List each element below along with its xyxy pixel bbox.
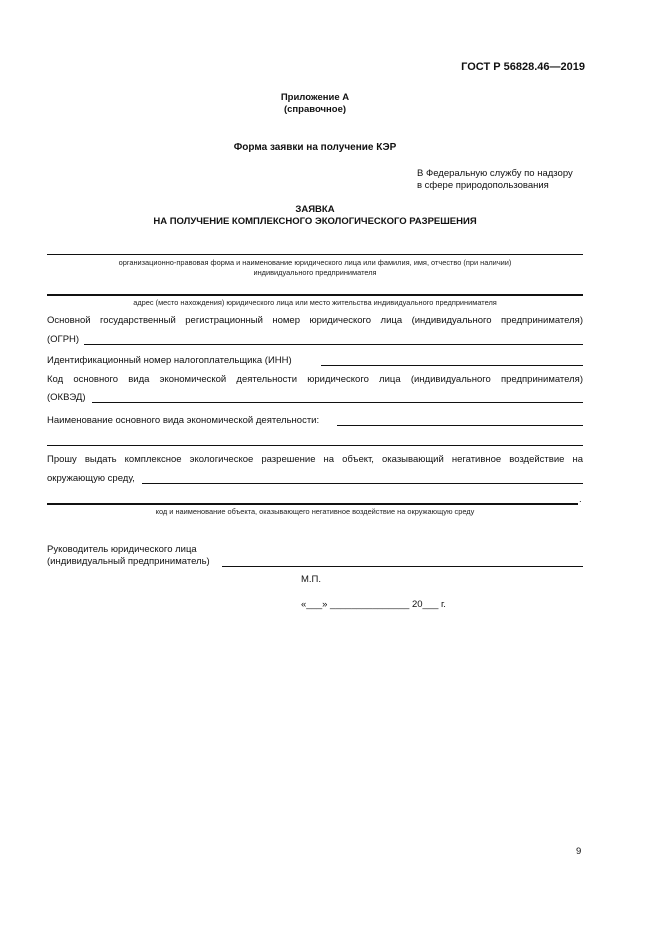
inn-field[interactable] (321, 365, 583, 366)
application-subtitle: НА ПОЛУЧЕНИЕ КОМПЛЕКСНОГО ЭКОЛОГИЧЕСКОГО РАЗРЕШЕНИЯ (153, 216, 477, 227)
address-line[interactable] (47, 294, 583, 296)
appendix-title: Приложение А (280, 92, 350, 103)
org-name-caption-2: индивидуального предпринимателя (253, 268, 377, 277)
ogrn-label: Основной государственный регистрационный номер юридического лица (индивидуального предпринимателя) (47, 315, 583, 326)
org-name-caption-1: организационно-правовая форма и наименование юридического лица или фамилия, имя, отчество (при наличии) (118, 258, 512, 267)
okved-label-2: (ОКВЭД) (47, 392, 86, 403)
okved-field[interactable] (92, 402, 583, 403)
activity-name-field-2[interactable] (47, 445, 583, 446)
appendix-subtitle: (справочное) (283, 104, 347, 115)
org-name-line[interactable] (47, 254, 583, 255)
ogrn-label-2: (ОГРН) (47, 334, 80, 345)
application-title: ЗАЯВКА (295, 204, 335, 215)
object-field-2[interactable] (47, 503, 578, 505)
activity-name-label: Наименование основного вида экономической деятельности: (47, 415, 320, 426)
activity-name-field[interactable] (337, 425, 583, 426)
ogrn-field[interactable] (84, 344, 583, 345)
inn-label: Идентификационный номер налогоплательщика (ИНН) (47, 355, 292, 366)
address-caption: адрес (место нахождения) юридического лица или место жительства индивидуального предпринимателя (133, 298, 497, 307)
object-field[interactable] (142, 483, 583, 484)
form-title: Форма заявки на получение КЭР (233, 142, 397, 153)
addressee-line-1: В Федеральную службу по надзору (417, 168, 573, 179)
request-text: Прошу выдать комплексное экологическое разрешение на объект, оказывающий негативное воздействие на (47, 454, 583, 465)
signature-field[interactable] (222, 566, 583, 567)
object-caption: код и наименование объекта, оказывающего негативное воздействие на окружающую среду (155, 507, 475, 516)
request-text-2: окружающую среду, (47, 473, 135, 484)
stamp-label: М.П. (301, 574, 322, 585)
head-label-2: (индивидуальный предприниматель) (47, 556, 210, 567)
page-number: 9 (576, 846, 582, 857)
standard-number: ГОСТ Р 56828.46—2019 (461, 61, 585, 73)
okved-label: Код основного вида экономической деятельности юридического лица (индивидуального предпринимателя) (47, 374, 583, 385)
object-period: . (579, 494, 582, 505)
addressee-line-2: в сфере природопользования (417, 180, 549, 191)
date-field[interactable]: «___» _______________ 20___ г. (301, 599, 446, 610)
head-label-1: Руководитель юридического лица (47, 544, 197, 555)
